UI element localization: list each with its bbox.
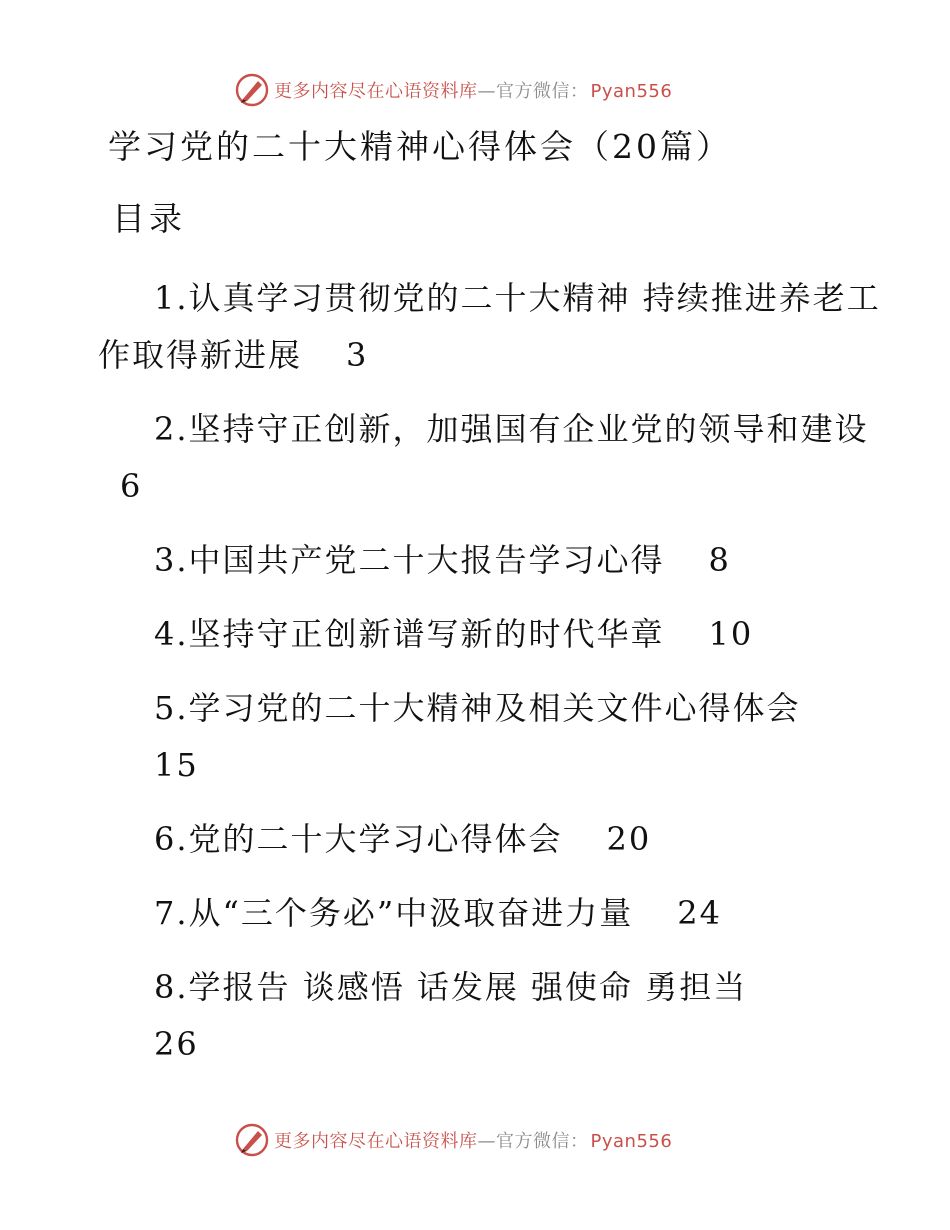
- toc-entry-page: 20: [606, 820, 652, 858]
- watermark-id: Pyan556: [590, 81, 673, 102]
- toc-entry-2[interactable]: [98, 401, 888, 515]
- toc-entry-page: 8: [708, 541, 731, 579]
- table-of-contents: [98, 270, 888, 1090]
- toc-entry-title: 党的二十大学习心得体会: [188, 820, 563, 858]
- toc-entry-page: 3: [346, 336, 369, 374]
- watermark-brand: 更多内容尽在心语资料库: [274, 1131, 478, 1152]
- toc-entry-page: 6: [120, 467, 143, 505]
- watermark-id: Pyan556: [590, 1131, 673, 1152]
- toc-entry-5[interactable]: [98, 680, 888, 794]
- toc-entry-title: 认真学习贯彻党的二十大精神 持续推进养老工作取得新进展: [98, 279, 881, 374]
- toc-entry-number: 4.: [154, 615, 189, 653]
- toc-entry-title: 坚持守正创新，加强国有企业党的领导和建设: [188, 410, 869, 448]
- pen-circle-logo-icon: [234, 1122, 270, 1158]
- toc-entry-number: 6.: [154, 820, 189, 858]
- watermark-dash: —: [477, 1131, 496, 1152]
- toc-entry-title: 学习党的二十大精神及相关文件心得体会: [188, 689, 801, 727]
- pen-circle-logo-icon: [234, 72, 270, 108]
- toc-entry-number: 3.: [154, 541, 189, 579]
- toc-entry-title: 学报告 谈感悟 话发展 强使命 勇担当: [188, 968, 748, 1006]
- watermark-label: 官方微信：: [496, 1131, 589, 1152]
- header-watermark: [234, 70, 672, 110]
- toc-entry-number: 8.: [154, 968, 189, 1006]
- toc-entry-number: 1.: [154, 279, 189, 317]
- watermark-dash: —: [477, 81, 496, 102]
- toc-entry-8[interactable]: [98, 959, 888, 1073]
- toc-entry-title: 中国共产党二十大报告学习心得: [188, 541, 665, 579]
- toc-entry-page: 15: [154, 746, 199, 784]
- toc-entry-4[interactable]: [98, 606, 888, 663]
- toc-heading: 目录: [112, 199, 186, 238]
- watermark-brand: 更多内容尽在心语资料库: [274, 81, 478, 102]
- toc-entry-page: 26: [154, 1025, 199, 1063]
- toc-entry-title: 从“三个务必”中汲取奋进力量: [188, 894, 634, 932]
- toc-entry-6[interactable]: [98, 811, 888, 868]
- watermark-label: 官方微信：: [496, 81, 589, 102]
- toc-entry-page: 10: [708, 615, 754, 653]
- toc-entry-1[interactable]: [98, 270, 888, 384]
- toc-entry-number: 5.: [154, 689, 189, 727]
- toc-entry-number: 7.: [154, 894, 189, 932]
- document-title: 学习党的二十大精神心得体会（20篇）: [108, 127, 732, 166]
- toc-entry-number: 2.: [154, 410, 189, 448]
- footer-watermark: [234, 1120, 672, 1160]
- toc-entry-page: 24: [677, 894, 722, 932]
- toc-entry-title: 坚持守正创新谱写新的时代华章: [188, 615, 665, 653]
- toc-entry-7[interactable]: [98, 885, 888, 942]
- toc-entry-3[interactable]: [98, 532, 888, 589]
